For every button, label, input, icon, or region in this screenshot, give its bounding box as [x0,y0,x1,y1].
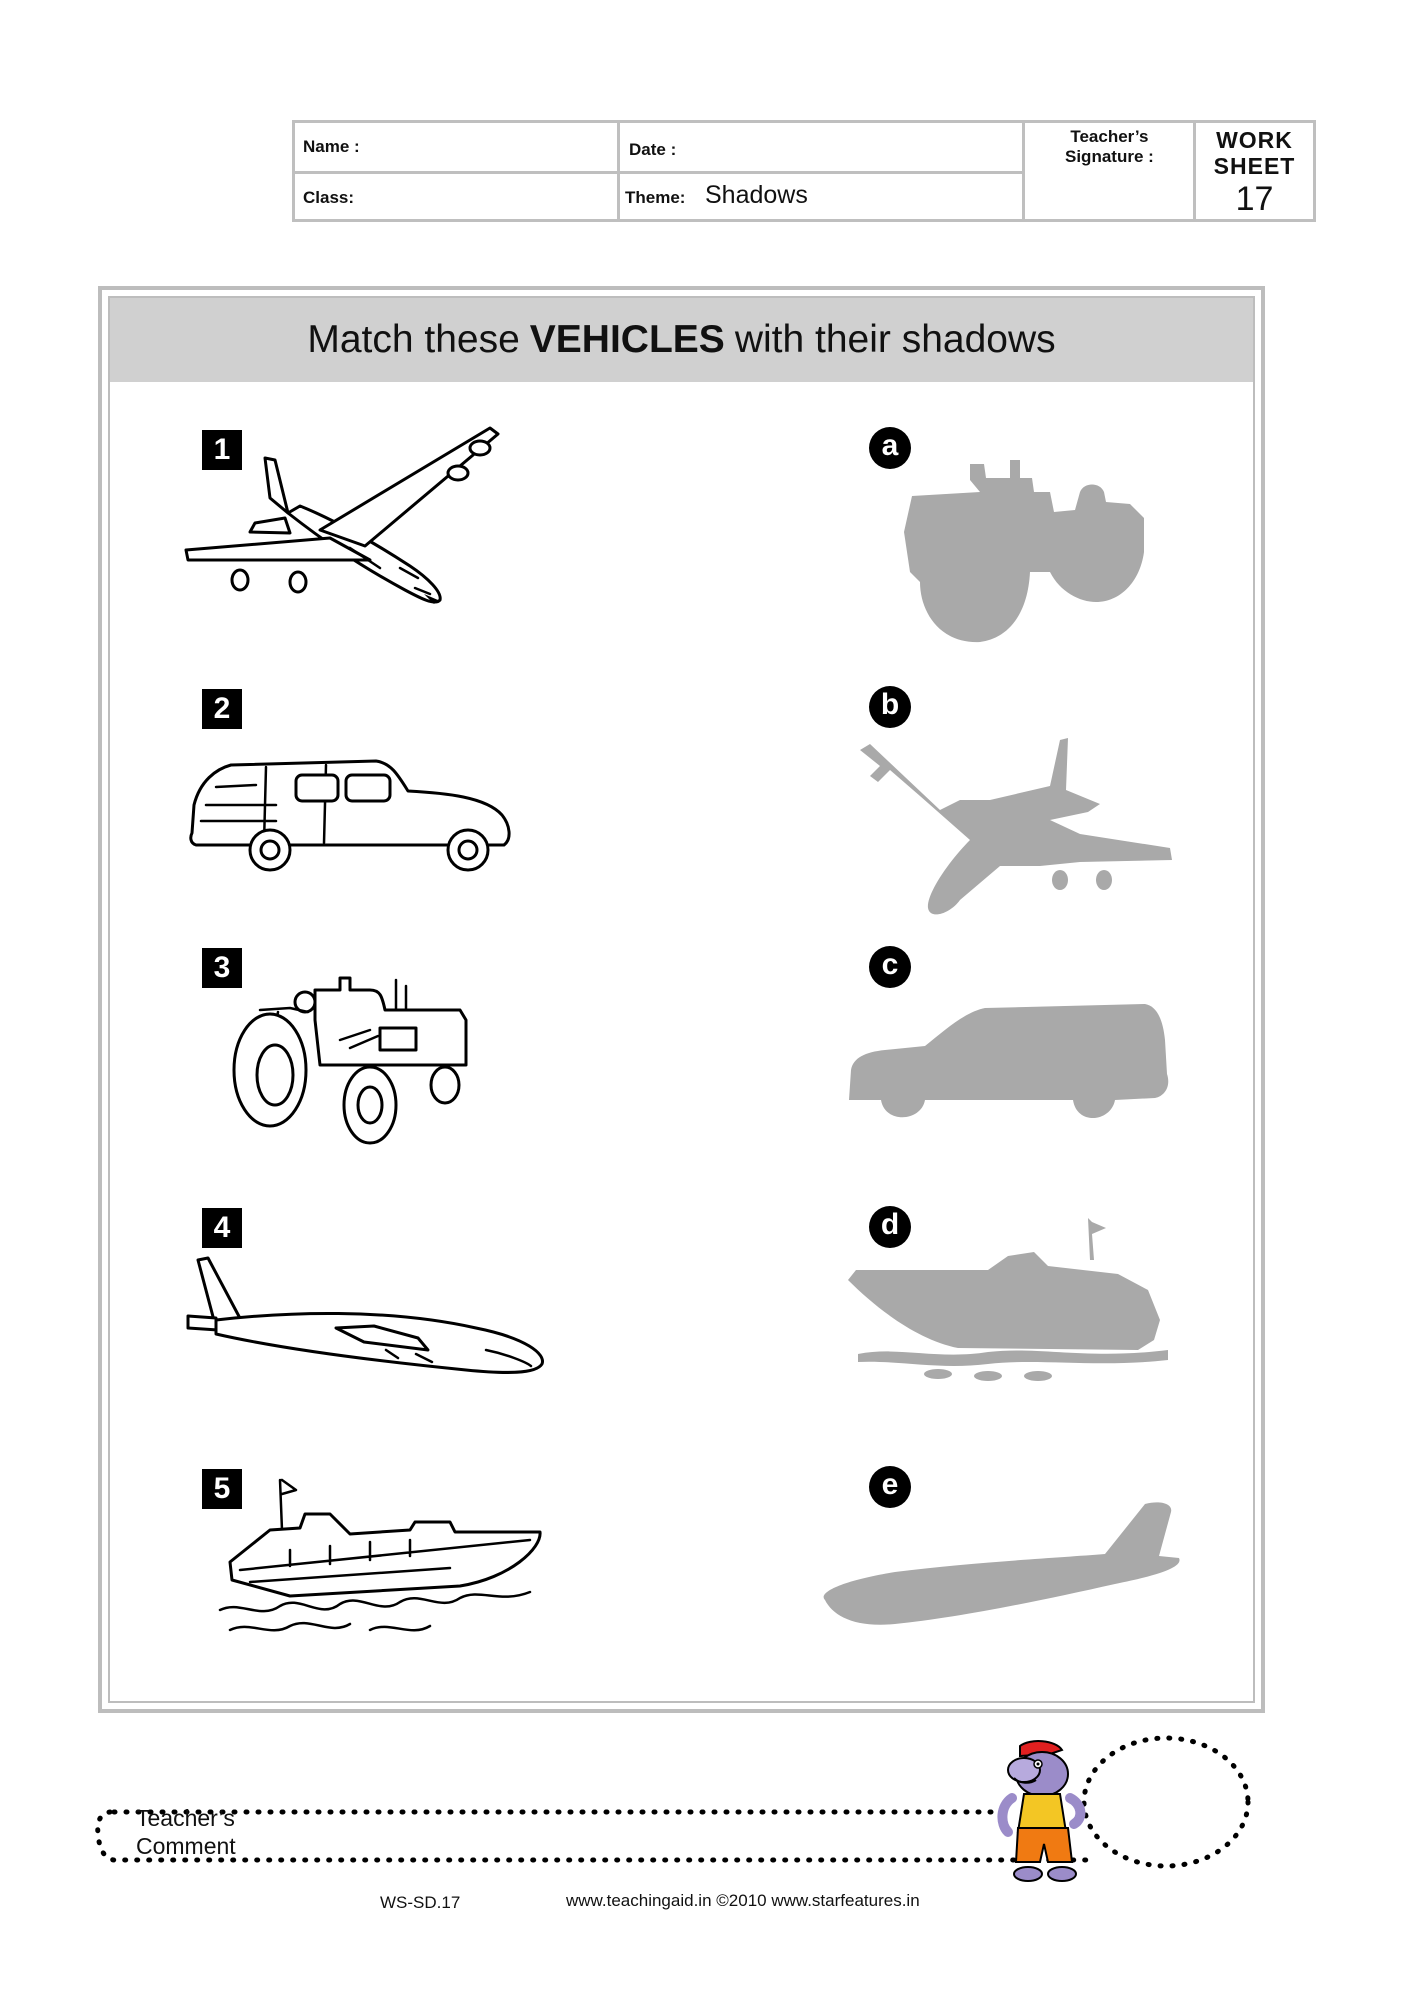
hippo-mascot-icon [990,1740,1100,1888]
activity-title [110,298,1253,382]
worksheet-code: WS-SD.17 [380,1893,461,1912]
speed-boat-icon [210,1470,550,1660]
small-jet-shadow-icon [815,1500,1185,1640]
worksheet-label-line2: SHEET [1213,153,1296,179]
header-row-divider [295,171,1025,174]
teacher-comment-label [136,1804,236,1860]
theme-value: Shadows [705,181,808,209]
title-prefix: Match these [307,318,520,361]
shadow-letter-badge: e [869,1466,911,1508]
theme-label: Theme: [625,188,686,207]
class-label: Class: [303,188,355,207]
teacher-signature-label [1065,127,1154,167]
shadow-letter-badge: d [869,1206,911,1248]
teacher-comment-label-line2: Comment [136,1833,236,1859]
teacher-comment-label-line1: Teacher’s [136,1805,235,1831]
tractor-icon [220,950,480,1150]
worksheet-label-line1: WORK [1216,127,1293,153]
name-label: Name : [303,137,360,156]
shadow-letter-badge: a [869,427,911,469]
worksheet-number-box [1196,123,1313,219]
title-emphasis: VEHICLES [529,318,725,361]
publisher-url: www.teachingaid.in ©2010 www.starfeatures.in [566,1891,920,1910]
header-col-divider [1022,123,1025,219]
tractor-shadow-icon [900,452,1150,642]
date-label: Date : [629,140,677,159]
small-jet-plane-icon [186,1250,556,1390]
worksheet-number: 17 [1235,180,1274,218]
teacher-signature-label-line2: Signature : [1065,147,1154,166]
station-wagon-car-icon [186,745,516,875]
teacher-signature-label-line1: Teacher’s [1070,127,1149,146]
shadow-letter-badge: c [869,946,911,988]
jumbo-jet-shadow-icon [850,730,1180,920]
vehicle-number-badge: 3 [202,948,242,988]
vehicle-number-badge: 1 [202,430,242,470]
speed-boat-shadow-icon [838,1210,1178,1390]
shadow-letter-badge: b [869,686,911,728]
vehicle-number-badge: 2 [202,689,242,729]
vehicle-number-badge: 4 [202,1208,242,1248]
worksheet-header-table [292,120,1316,222]
vehicle-number-badge: 5 [202,1469,242,1509]
jumbo-jet-icon [180,418,510,618]
title-suffix: with their shadows [734,318,1056,361]
header-col-divider [617,123,620,219]
car-shadow-icon [845,1000,1175,1130]
